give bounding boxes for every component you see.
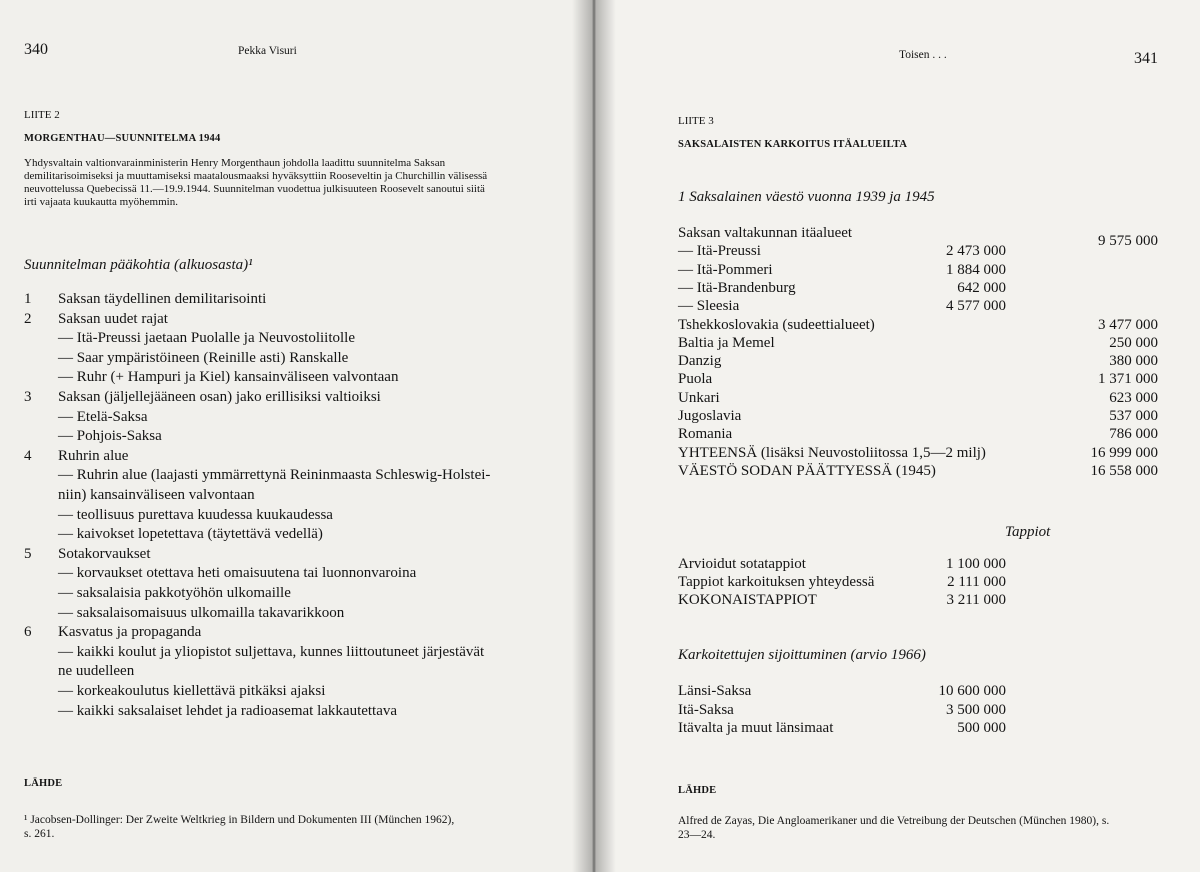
- total-value: 537 000: [1109, 408, 1158, 424]
- row-label: Jugoslavia: [678, 408, 742, 424]
- row-label: Itävalta ja muut länsimaat: [678, 720, 834, 736]
- appendix-label: LIITE 3: [678, 115, 714, 127]
- item-number: 6: [24, 624, 32, 640]
- population-row: [678, 335, 1158, 353]
- row-label: Tappiot karkoituksen yhteydessä: [678, 574, 875, 590]
- row-label: Baltia ja Memel: [678, 335, 775, 351]
- item-text: — Etelä-Saksa: [58, 409, 148, 425]
- item-number: 4: [24, 448, 32, 464]
- population-row: [678, 317, 1158, 335]
- item-text: — korkeakoulutus kiellettävä pitkäksi ajaksi: [58, 683, 326, 699]
- item-text: — kaivokset lopetettava (täytettävä vedellä): [58, 526, 323, 542]
- item-text: — teollisuus purettava kuudessa kuukaudessa: [58, 507, 333, 523]
- row-label: Itä-Saksa: [678, 702, 734, 718]
- population-row: [678, 463, 1158, 481]
- running-head: Toisen . . .: [899, 49, 947, 61]
- total-value: 9 575 000: [1098, 233, 1158, 249]
- item-text: — saksalaisomaisuus ulkomailla takavarikkoon: [58, 605, 345, 621]
- row-label: KOKONAISTAPPIOT: [678, 592, 817, 608]
- row-label: Unkari: [678, 390, 720, 406]
- item-text: — kaikki saksalaiset lehdet ja radioasemat lakkautettava: [58, 703, 398, 719]
- source-citation-cont: 23—24.: [678, 829, 716, 841]
- row-label: — Itä-Brandenburg: [678, 280, 796, 296]
- placement-row: [678, 683, 1158, 701]
- item-text: — kaikki koulut ja yliopistot suljettava, kunnes liittoutuneet järjestävät: [58, 644, 485, 660]
- row-label: VÄESTÖ SODAN PÄÄTTYESSÄ (1945): [678, 463, 936, 479]
- item-text: — korvaukset otettava heti omaisuutena tai luonnonvaroina: [58, 565, 417, 581]
- item-text: — Ruhrin alue (laajasti ymmärrettynä Reininmaasta Schleswig-Holstei-: [58, 467, 491, 483]
- row-label: Puola: [678, 371, 713, 387]
- item-text: Sotakorvaukset: [58, 546, 151, 562]
- total-value: 623 000: [1109, 390, 1158, 406]
- source-citation-cont: s. 261.: [24, 828, 55, 840]
- item-number: 5: [24, 546, 32, 562]
- total-value: 1 371 000: [1098, 371, 1158, 387]
- section-heading-placement: Karkoitettujen sijoittuminen (arvio 1966): [678, 647, 926, 663]
- item-number: 1: [24, 291, 32, 307]
- loss-row: [678, 574, 1158, 592]
- appendix-label: LIITE 2: [24, 109, 60, 121]
- source-citation: ¹ Jacobsen-Dollinger: Der Zweite Weltkrieg in Bildern und Dokumenten III (München 1962),: [24, 814, 455, 826]
- total-value: 3 477 000: [1098, 317, 1158, 333]
- item-text: Ruhrin alue: [58, 448, 129, 464]
- row-label: Länsi-Saksa: [678, 683, 752, 699]
- loss-row: [678, 556, 1158, 574]
- item-text: — saksalaisia pakkotyöhön ulkomaille: [58, 585, 291, 601]
- population-row: [678, 408, 1158, 426]
- page-number: 341: [1134, 50, 1158, 67]
- source-heading: LÄHDE: [678, 785, 717, 796]
- section-heading-losses: Tappiot: [1005, 524, 1051, 540]
- row-label: Tshekkoslovakia (sudeettialueet): [678, 317, 875, 333]
- total-value: 380 000: [1109, 353, 1158, 369]
- item-text: Saksan (jäljellejääneen osan) jako erillisiksi valtioiksi: [58, 389, 381, 405]
- subtotal-value: 2 111 000: [947, 574, 1006, 590]
- total-value: 786 000: [1109, 426, 1158, 442]
- subheading: Suunnitelman pääkohtia (alkuosasta)¹: [24, 257, 253, 273]
- row-label: YHTEENSÄ (lisäksi Neuvostoliitossa 1,5—2 milj): [678, 445, 986, 461]
- loss-row: [678, 592, 1158, 610]
- population-row: [678, 426, 1158, 444]
- item-text: — Itä-Preussi jaetaan Puolalle ja Neuvostoliitolle: [58, 330, 356, 346]
- row-label: — Itä-Preussi: [678, 243, 761, 259]
- subtotal-value: 500 000: [957, 720, 1006, 736]
- left-page: [0, 0, 592, 872]
- total-value: 250 000: [1109, 335, 1158, 351]
- item-text: niin) kansainväliseen valvontaan: [58, 487, 255, 503]
- running-head: Pekka Visuri: [238, 45, 297, 57]
- population-row: [678, 445, 1158, 463]
- placement-row: [678, 720, 1158, 738]
- appendix-title: SAKSALAISTEN KARKOITUS ITÄALUEILTA: [678, 139, 908, 150]
- row-label: — Itä-Pommeri: [678, 262, 773, 278]
- appendix-title: MORGENTHAU—SUUNNITELMA 1944: [24, 133, 221, 144]
- row-label: Arvioidut sotatappiot: [678, 556, 806, 572]
- item-text: — Pohjois-Saksa: [58, 428, 162, 444]
- subtotal-value: 1 884 000: [946, 262, 1006, 278]
- row-label: Danzig: [678, 353, 722, 369]
- item-number: 3: [24, 389, 32, 405]
- section-heading-population: 1 Saksalainen väestö vuonna 1939 ja 1945: [678, 189, 935, 205]
- item-text: ne uudelleen: [58, 663, 135, 679]
- source-citation: Alfred de Zayas, Die Angloamerikaner und die Vetreibung der Deutschen (München 1980), s.: [678, 815, 1110, 827]
- subtotal-value: 2 473 000: [946, 243, 1006, 259]
- row-label: Romania: [678, 426, 733, 442]
- total-value: 16 999 000: [1090, 445, 1158, 461]
- subtotal-value: 1 100 000: [946, 556, 1006, 572]
- total-value: 16 558 000: [1090, 463, 1158, 479]
- population-row: [678, 390, 1158, 408]
- population-row: [678, 262, 1158, 280]
- item-text: Saksan täydellinen demilitarisointi: [58, 291, 267, 307]
- source-heading: LÄHDE: [24, 778, 63, 789]
- population-row: [678, 280, 1158, 298]
- item-text: Kasvatus ja propaganda: [58, 624, 202, 640]
- subtotal-value: 3 500 000: [946, 702, 1006, 718]
- row-label: Saksan valtakunnan itäalueet: [678, 225, 853, 241]
- item-text: — Ruhr (+ Hampuri ja Kiel) kansainväliseen valvontaan: [58, 369, 399, 385]
- subtotal-value: 10 600 000: [938, 683, 1006, 699]
- population-row: [678, 353, 1158, 371]
- item-text: Saksan uudet rajat: [58, 311, 168, 327]
- row-label: — Sleesia: [678, 298, 740, 314]
- item-text: — Saar ympäristöineen (Reinille asti) Ranskalle: [58, 350, 349, 366]
- item-number: 2: [24, 311, 32, 327]
- subtotal-value: 642 000: [957, 280, 1006, 296]
- population-row: [678, 298, 1158, 316]
- intro-paragraph: Yhdysvaltain valtionvarainministerin Henry Morgenthaun johdolla laadittu suunnitelma Saksan demilitarisoimiseksi ja muuttamiseksi maatalousmaaksi hyväksyttiin Rooseveltin ja Churchillin välisessä neuvottelussa Quebecissä 11.—19.9.1944. Suunnitelman vuodettua julkisuuteen Roosevelt sanoutui siitä irti vajaata kuukautta myöhemmin.: [24, 157, 488, 208]
- population-row: [678, 225, 1158, 249]
- page-number: 340: [24, 41, 48, 58]
- placement-row: [678, 702, 1158, 720]
- population-row: [678, 371, 1158, 389]
- subtotal-value: 4 577 000: [946, 298, 1006, 314]
- population-row: [678, 243, 1158, 261]
- subtotal-value: 3 211 000: [946, 592, 1006, 608]
